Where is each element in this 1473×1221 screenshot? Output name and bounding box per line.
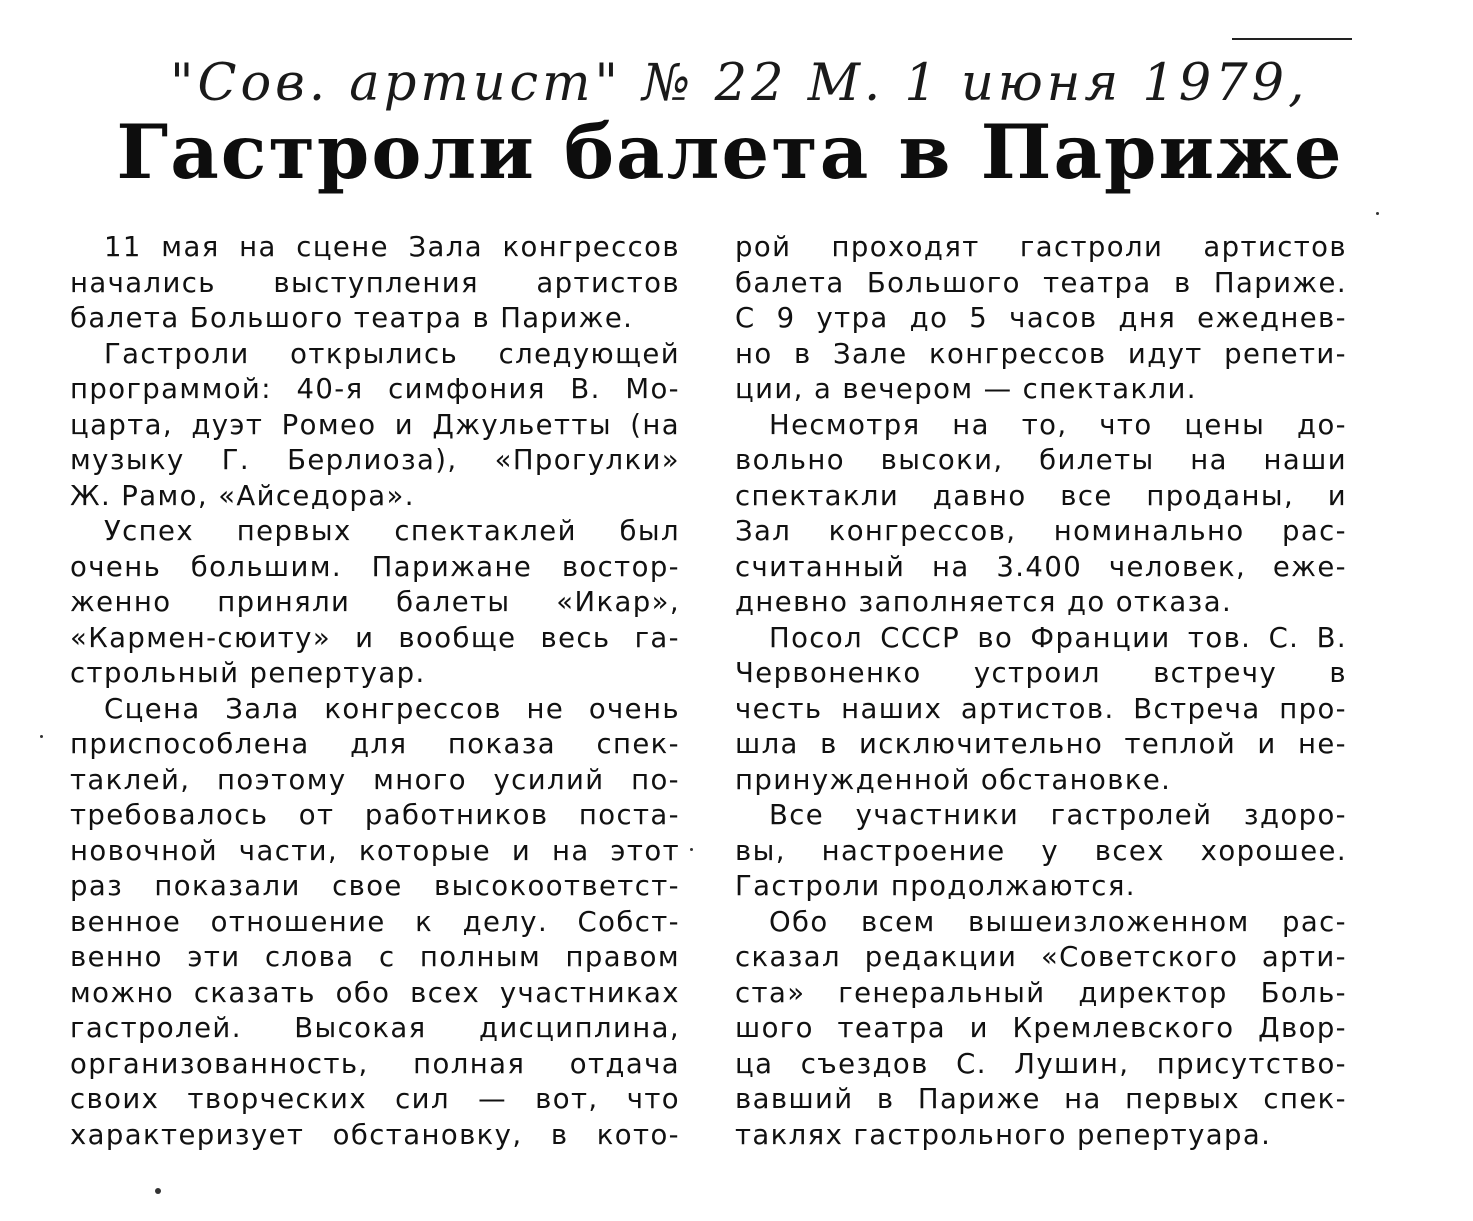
article-text-line: «Кармен-сюиту» и вообще весь га- bbox=[70, 621, 680, 654]
article-text-line: 11 мая на сцене Зала конгрессов bbox=[104, 231, 680, 263]
article-text-line: ста» генеральный директор Боль- bbox=[735, 976, 1347, 1009]
article-text-line: характеризует обстановку, в кото- bbox=[70, 1118, 680, 1151]
print-speck bbox=[1376, 212, 1379, 215]
article-text-line: требовалось от работников поста- bbox=[70, 799, 680, 831]
handwritten-source-note: "Сов. артист" № 22 М. 1 июня 1979, bbox=[170, 54, 1309, 113]
article-text-line: таклях гастрольного репертуара. bbox=[735, 1118, 1272, 1151]
article-text-line: организованность, полная отдача bbox=[70, 1047, 680, 1080]
article-text-line: вольно высоки, билеты на наши bbox=[735, 444, 1347, 476]
print-speck bbox=[40, 735, 43, 738]
article-text-line: спектакли давно все проданы, и bbox=[735, 479, 1347, 512]
article-text-line: Гастроли продолжаются. bbox=[735, 870, 1136, 902]
article-text-line: ца съездов С. Лушин, присутство- bbox=[735, 1047, 1347, 1080]
article-text-line: балета Большого театра в Париже. bbox=[735, 266, 1347, 299]
article-text-line: честь наших артистов. Встреча про- bbox=[735, 692, 1347, 725]
article-text-line: венно эти слова с полным правом bbox=[70, 941, 680, 973]
article-text-line: программой: 40-я симфония В. Мо- bbox=[70, 373, 680, 405]
article-text-line: Несмотря на то, что цены до- bbox=[769, 408, 1347, 441]
article-text-line: ции, а вечером — спектакли. bbox=[735, 373, 1197, 405]
article-text-line: Гастроли открылись следующей bbox=[104, 337, 680, 370]
article-headline: Гастроли балета в Париже bbox=[116, 108, 1344, 196]
article-text-line: считанный на 3.400 человек, еже- bbox=[735, 550, 1347, 583]
article-text-line: начались выступления артистов bbox=[70, 266, 680, 299]
article-text-line: вавший в Париже на первых спек- bbox=[735, 1083, 1347, 1115]
article-text-line: дневно заполняется до отказа. bbox=[735, 586, 1233, 618]
article-text-line: музыку Г. Берлиоза), «Прогулки» bbox=[70, 444, 680, 476]
article-text-line: рой проходят гастроли артистов bbox=[735, 231, 1347, 263]
article-text-line: венное отношение к делу. Собст- bbox=[70, 905, 680, 938]
article-text-line: С 9 утра до 5 часов дня ежеднев- bbox=[735, 302, 1347, 334]
article-text-line: шла в исключительно теплой и не- bbox=[735, 728, 1347, 760]
article-text-line: приспособлена для показа спек- bbox=[70, 728, 680, 760]
article-text-line: Успех первых спектаклей был bbox=[104, 515, 680, 547]
article-text-line: вы, настроение у всех хорошее. bbox=[735, 834, 1347, 867]
article-text-line: раз показали свое высокоответст- bbox=[70, 870, 680, 902]
article-text-line: Посол СССР во Франции тов. С. В. bbox=[769, 621, 1347, 654]
article-text-line: женно приняли балеты «Икар», bbox=[70, 586, 680, 618]
article-text-line: шого театра и Кремлевского Двор- bbox=[735, 1012, 1347, 1044]
article-text-line: новочной части, которые и на этот bbox=[70, 834, 680, 867]
article-column-right bbox=[735, 230, 1347, 1153]
article-text-line: своих творческих сил — вот, что bbox=[70, 1083, 680, 1115]
article-text-line: очень большим. Парижане востор- bbox=[70, 550, 680, 583]
article-text-line: таклей, поэтому много усилий по- bbox=[70, 763, 680, 796]
article-text-line: сказал редакции «Советского арти- bbox=[735, 941, 1347, 973]
article-text-line: царта, дуэт Ромео и Джульетты (на bbox=[70, 408, 680, 441]
article-text-line: Червоненко устроил встречу в bbox=[735, 657, 1347, 689]
article-text-line: Все участники гастролей здоро- bbox=[769, 799, 1347, 831]
article-text-line: принужденной обстановке. bbox=[735, 763, 1172, 796]
article-column-left bbox=[70, 230, 680, 1153]
article-text-line: но в Зале конгрессов идут репети- bbox=[735, 337, 1347, 370]
print-speck bbox=[690, 848, 693, 851]
article-text-line: гастролей. Высокая дисциплина, bbox=[70, 1012, 680, 1044]
article-text-line: можно сказать обо всех участниках bbox=[70, 976, 680, 1009]
article-text-line: Зал конгрессов, номинально рас- bbox=[735, 515, 1347, 547]
article-text-line: Сцена Зала конгрессов не очень bbox=[104, 692, 680, 725]
print-speck bbox=[155, 1188, 161, 1194]
top-rule bbox=[1232, 38, 1352, 40]
article-text-line: балета Большого театра в Париже. bbox=[70, 302, 634, 334]
article-text-line: Обо всем вышеизложенном рас- bbox=[769, 905, 1347, 938]
article-text-line: строльный репертуар. bbox=[70, 657, 426, 689]
article-text-line: Ж. Рамо, «Айседора». bbox=[70, 479, 415, 512]
